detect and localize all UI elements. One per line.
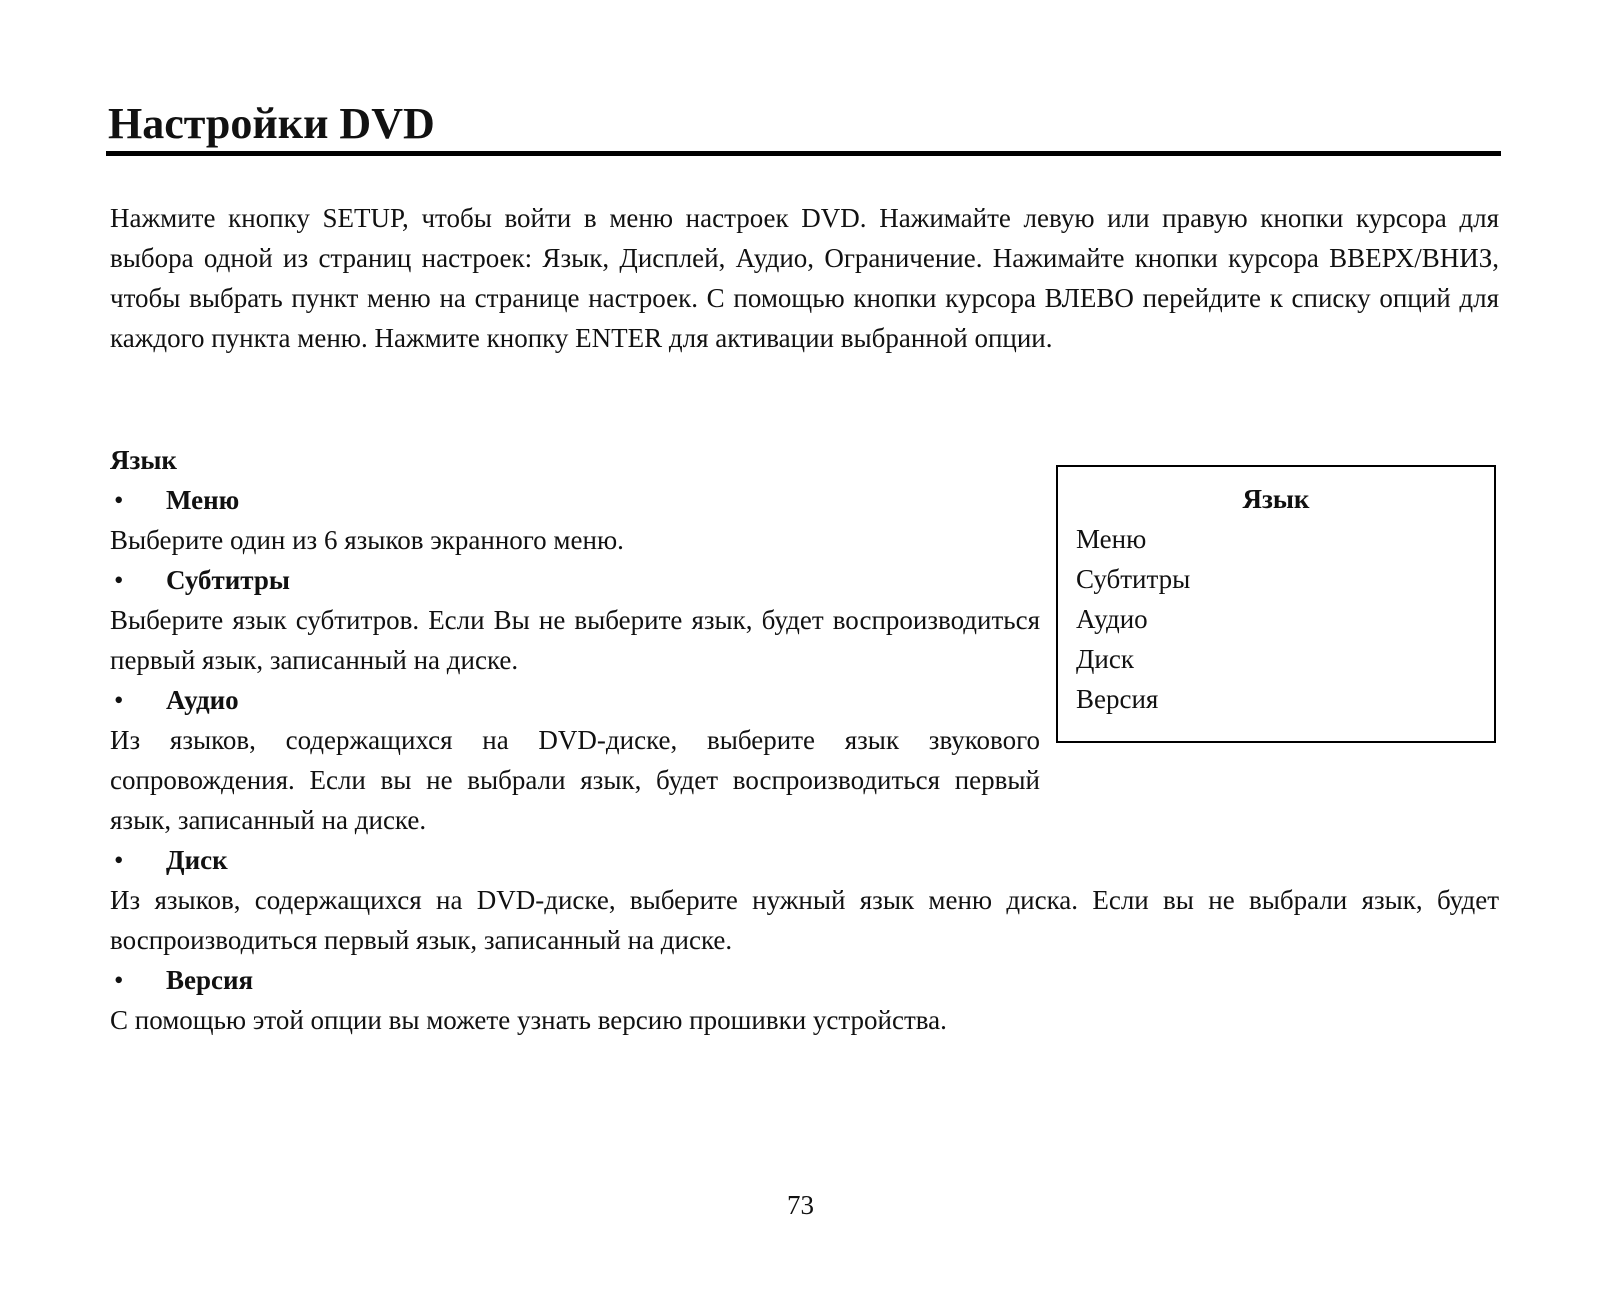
list-item-disc bbox=[110, 840, 1499, 880]
bullet-icon: • bbox=[114, 565, 124, 595]
bullet-icon: • bbox=[114, 685, 124, 715]
title-underline bbox=[106, 151, 1501, 156]
item-label: Меню bbox=[166, 485, 240, 515]
list-item-subtitles bbox=[110, 560, 1040, 600]
item-label: Аудио bbox=[166, 685, 239, 715]
list-item-audio bbox=[110, 680, 1040, 720]
list-item-menu bbox=[110, 480, 1040, 520]
menu-box-item: Субтитры bbox=[1076, 564, 1191, 594]
menu-box-item: Версия bbox=[1076, 684, 1159, 714]
list-item-version bbox=[110, 960, 1499, 1000]
item-description: С помощью этой опции вы можете узнать версию прошивки устройства. bbox=[110, 1005, 947, 1035]
page-number: 73 bbox=[787, 1190, 814, 1220]
section-heading: Язык bbox=[110, 445, 177, 475]
settings-list-top bbox=[110, 480, 1040, 840]
settings-list-bottom bbox=[110, 840, 1499, 1040]
item-label: Субтитры bbox=[166, 565, 290, 595]
menu-box-item: Диск bbox=[1076, 644, 1134, 674]
item-label: Версия bbox=[166, 965, 254, 995]
bullet-icon: • bbox=[114, 965, 124, 995]
item-description: Из языков, содержащихся на DVD-диске, выберите нужный язык меню диска. Если вы не выбрали язык, будет воспроизводиться первый язык, записанный на диске. bbox=[110, 885, 1499, 955]
item-description: Из языков, содержащихся на DVD-диске, выберите язык звукового сопровождения. Если вы не выбрали язык, будет воспроизводиться первый язык, записанный на диске. bbox=[110, 725, 1040, 835]
item-label: Диск bbox=[166, 845, 228, 875]
bullet-icon: • bbox=[114, 485, 124, 515]
menu-box-item: Аудио bbox=[1076, 604, 1148, 634]
intro-paragraph: Нажмите кнопку SETUP, чтобы войти в меню настроек DVD. Нажимайте левую или правую кнопки курсора для выбора одной из страниц настроек: Язык, Дисплей, Аудио, Ограничение. Нажимайте кнопки курсора ВВЕРХ/ВНИЗ, чтобы выбрать пункт меню на странице настроек. С помощью кнопки курсора ВЛЕВО перейдите к списку опций для каждого пункта меню. Нажмите кнопку ENTER для активации выбранной опции. bbox=[110, 203, 1499, 353]
language-menu-illustration bbox=[1056, 465, 1496, 743]
item-description: Выберите язык субтитров. Если Вы не выберите язык, будет воспроизводиться первый язык, записанный на диске. bbox=[110, 605, 1040, 675]
item-description: Выберите один из 6 языков экранного меню. bbox=[110, 525, 624, 555]
bullet-icon: • bbox=[114, 845, 124, 875]
menu-box-item: Меню bbox=[1076, 524, 1147, 554]
menu-box-title: Язык bbox=[1242, 484, 1310, 514]
page-title: Настройки DVD bbox=[108, 99, 435, 148]
